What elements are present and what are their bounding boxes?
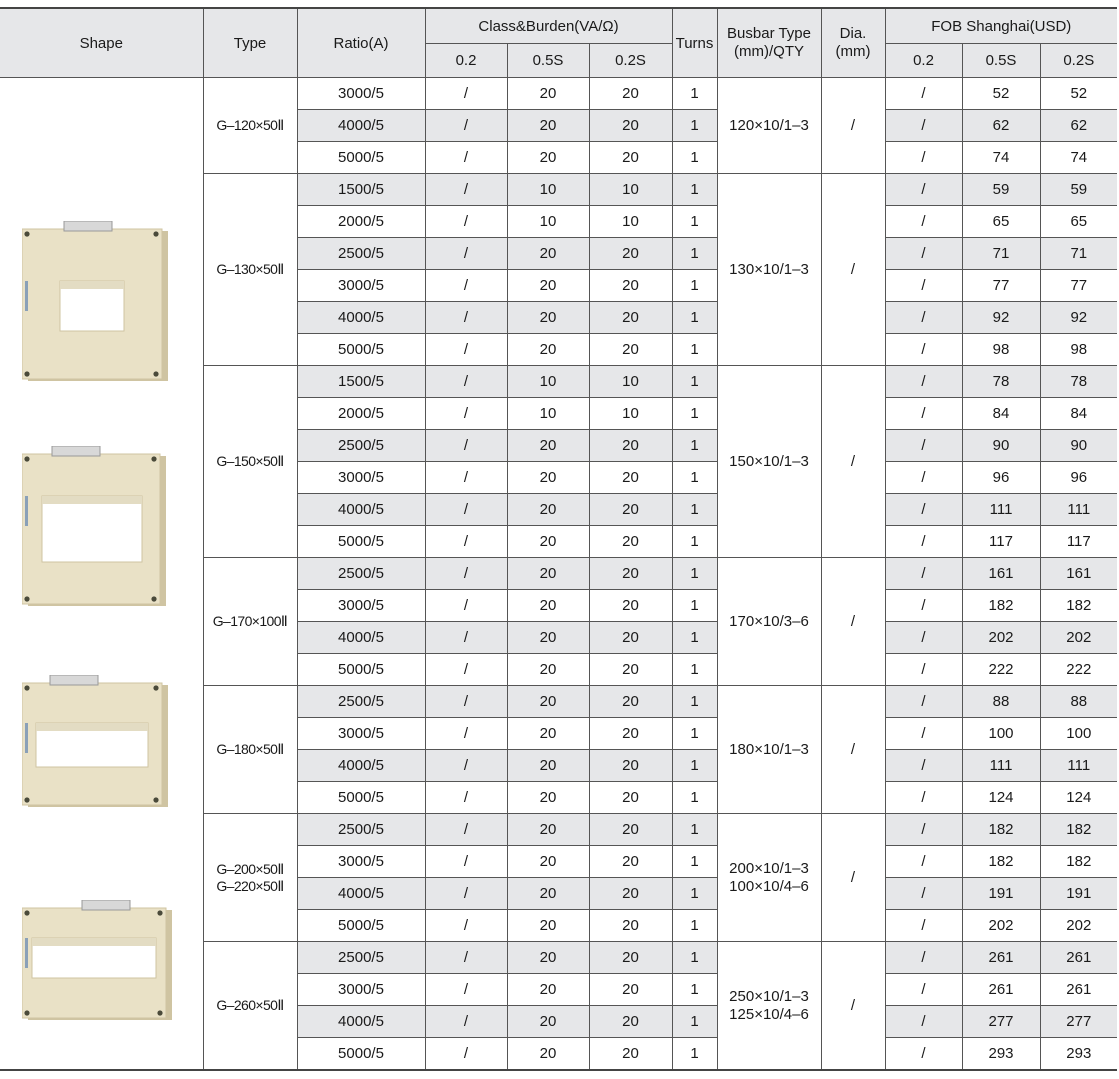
burden-cell: 10 (507, 398, 589, 430)
header-fob-0.5s: 0.5S (962, 44, 1040, 78)
busbar-cell: 120×10/1–3 (717, 78, 821, 174)
ratio-cell: 3000/5 (297, 270, 425, 302)
ratio-cell: 3000/5 (297, 78, 425, 110)
ratio-cell: 3000/5 (297, 718, 425, 750)
shape-column (0, 78, 203, 1071)
price-cell: / (885, 878, 962, 910)
price-cell: 92 (1040, 302, 1117, 334)
price-cell: 59 (1040, 174, 1117, 206)
price-cell: / (885, 814, 962, 846)
price-cell: 277 (1040, 1006, 1117, 1038)
burden-cell: 20 (507, 622, 589, 654)
price-cell: / (885, 462, 962, 494)
ratio-cell: 4000/5 (297, 878, 425, 910)
burden-cell: 20 (507, 78, 589, 110)
price-cell: 202 (962, 622, 1040, 654)
burden-cell: 10 (589, 366, 672, 398)
ratio-cell: 3000/5 (297, 462, 425, 494)
ratio-cell: 4000/5 (297, 494, 425, 526)
burden-cell: / (425, 206, 507, 238)
burden-cell: 10 (507, 366, 589, 398)
price-cell: 182 (962, 814, 1040, 846)
dia-cell: / (821, 174, 885, 366)
price-cell: 65 (962, 206, 1040, 238)
burden-cell: / (425, 430, 507, 462)
price-cell: 111 (962, 750, 1040, 782)
burden-cell: 20 (589, 558, 672, 590)
burden-cell: 20 (589, 814, 672, 846)
turns-cell: 1 (672, 462, 717, 494)
price-cell: 84 (962, 398, 1040, 430)
turns-cell: 1 (672, 302, 717, 334)
burden-cell: / (425, 814, 507, 846)
price-cell: 261 (1040, 942, 1117, 974)
burden-cell: 20 (507, 334, 589, 366)
turns-cell: 1 (672, 430, 717, 462)
burden-cell: / (425, 846, 507, 878)
price-cell: 111 (962, 494, 1040, 526)
price-cell: / (885, 78, 962, 110)
price-cell: 52 (1040, 78, 1117, 110)
burden-cell: 20 (507, 110, 589, 142)
burden-cell: 20 (507, 302, 589, 334)
price-cell: / (885, 558, 962, 590)
turns-cell: 1 (672, 654, 717, 686)
header-type: Type (203, 8, 297, 78)
price-cell: 96 (962, 462, 1040, 494)
ratio-cell: 5000/5 (297, 526, 425, 558)
busbar-cell: 150×10/1–3 (717, 366, 821, 558)
price-cell: 74 (1040, 142, 1117, 174)
table-row (0, 78, 1117, 110)
burden-cell: 20 (589, 1006, 672, 1038)
turns-cell: 1 (672, 1006, 717, 1038)
ratio-cell: 5000/5 (297, 910, 425, 942)
burden-cell: 20 (589, 110, 672, 142)
burden-cell: 20 (589, 78, 672, 110)
burden-cell: 10 (589, 174, 672, 206)
price-cell: 117 (962, 526, 1040, 558)
burden-cell: 20 (589, 590, 672, 622)
burden-cell: 20 (507, 782, 589, 814)
price-cell: 90 (962, 430, 1040, 462)
burden-cell: 20 (507, 590, 589, 622)
header-turns: Turns (672, 8, 717, 78)
price-cell: 77 (1040, 270, 1117, 302)
ratio-cell: 1500/5 (297, 174, 425, 206)
busbar-cell: 170×10/3–6 (717, 558, 821, 686)
header-fob: FOB Shanghai(USD) (885, 8, 1117, 44)
price-cell: 182 (962, 590, 1040, 622)
burden-cell: / (425, 782, 507, 814)
price-cell: / (885, 622, 962, 654)
price-cell: 161 (962, 558, 1040, 590)
price-cell: / (885, 302, 962, 334)
burden-cell: 10 (507, 206, 589, 238)
turns-cell: 1 (672, 942, 717, 974)
turns-cell: 1 (672, 622, 717, 654)
burden-cell: 20 (507, 526, 589, 558)
ratio-cell: 4000/5 (297, 1006, 425, 1038)
burden-cell: 20 (589, 334, 672, 366)
burden-cell: 20 (589, 238, 672, 270)
dia-cell: / (821, 942, 885, 1071)
turns-cell: 1 (672, 750, 717, 782)
price-cell: 222 (1040, 654, 1117, 686)
price-cell: 59 (962, 174, 1040, 206)
burden-cell: 20 (507, 462, 589, 494)
price-cell: 124 (1040, 782, 1117, 814)
price-cell: / (885, 142, 962, 174)
header-class-0.5s: 0.5S (507, 44, 589, 78)
burden-cell: 20 (589, 462, 672, 494)
price-cell: 182 (1040, 814, 1117, 846)
turns-cell: 1 (672, 782, 717, 814)
spec-price-table (0, 7, 1117, 1071)
price-cell: / (885, 1006, 962, 1038)
burden-cell: / (425, 238, 507, 270)
burden-cell: 10 (589, 398, 672, 430)
price-cell: 100 (1040, 718, 1117, 750)
price-cell: / (885, 494, 962, 526)
burden-cell: 20 (507, 910, 589, 942)
price-cell: 111 (1040, 494, 1117, 526)
type-cell: G–120×50Ⅱ (203, 78, 297, 174)
busbar-cell: 250×10/1–3 125×10/4–6 (717, 942, 821, 1071)
burden-cell: 20 (507, 750, 589, 782)
burden-cell: 20 (589, 270, 672, 302)
price-cell: 100 (962, 718, 1040, 750)
ratio-cell: 5000/5 (297, 1038, 425, 1071)
turns-cell: 1 (672, 878, 717, 910)
burden-cell: 20 (507, 238, 589, 270)
turns-cell: 1 (672, 974, 717, 1006)
turns-cell: 1 (672, 334, 717, 366)
price-cell: / (885, 526, 962, 558)
price-cell: 117 (1040, 526, 1117, 558)
burden-cell: 20 (507, 1038, 589, 1071)
burden-cell: / (425, 878, 507, 910)
price-cell: 182 (1040, 846, 1117, 878)
burden-cell: 20 (589, 526, 672, 558)
burden-cell: / (425, 1038, 507, 1071)
burden-cell: / (425, 270, 507, 302)
turns-cell: 1 (672, 686, 717, 718)
type-cell: G–200×50Ⅱ G–220×50Ⅱ (203, 814, 297, 942)
price-cell: 222 (962, 654, 1040, 686)
price-cell: / (885, 270, 962, 302)
ct-photo-4 (22, 900, 178, 1024)
turns-cell: 1 (672, 238, 717, 270)
ratio-cell: 4000/5 (297, 622, 425, 654)
burden-cell: 20 (507, 142, 589, 174)
header-shape: Shape (0, 8, 203, 78)
price-cell: 202 (1040, 622, 1117, 654)
price-cell: 62 (962, 110, 1040, 142)
ratio-cell: 5000/5 (297, 142, 425, 174)
turns-cell: 1 (672, 398, 717, 430)
burden-cell: 20 (589, 942, 672, 974)
burden-cell: 20 (589, 878, 672, 910)
price-cell: 88 (1040, 686, 1117, 718)
header-dia: Dia. (mm) (821, 8, 885, 78)
ratio-cell: 3000/5 (297, 590, 425, 622)
type-cell: G–150×50Ⅱ (203, 366, 297, 558)
price-cell: 202 (962, 910, 1040, 942)
price-cell: / (885, 1038, 962, 1071)
dia-cell: / (821, 366, 885, 558)
turns-cell: 1 (672, 270, 717, 302)
price-cell: / (885, 910, 962, 942)
burden-cell: / (425, 1006, 507, 1038)
price-cell: 277 (962, 1006, 1040, 1038)
burden-cell: / (425, 686, 507, 718)
burden-cell: 20 (589, 1038, 672, 1071)
price-cell: 191 (962, 878, 1040, 910)
price-cell: / (885, 366, 962, 398)
ratio-cell: 3000/5 (297, 846, 425, 878)
price-cell: 90 (1040, 430, 1117, 462)
price-cell: / (885, 110, 962, 142)
ratio-cell: 3000/5 (297, 974, 425, 1006)
burden-cell: 20 (589, 654, 672, 686)
turns-cell: 1 (672, 78, 717, 110)
price-cell: / (885, 430, 962, 462)
burden-cell: 20 (589, 142, 672, 174)
price-cell: 293 (1040, 1038, 1117, 1071)
burden-cell: 10 (507, 174, 589, 206)
ratio-cell: 2500/5 (297, 430, 425, 462)
header-busbar: Busbar Type (mm)/QTY (717, 8, 821, 78)
burden-cell: / (425, 398, 507, 430)
header-fob-0.2: 0.2 (885, 44, 962, 78)
price-cell: 261 (962, 942, 1040, 974)
burden-cell: / (425, 526, 507, 558)
type-cell: G–180×50Ⅱ (203, 686, 297, 814)
dia-cell: / (821, 814, 885, 942)
current-transformer-photo (22, 675, 174, 811)
burden-cell: / (425, 654, 507, 686)
price-cell: 182 (962, 846, 1040, 878)
price-cell: 293 (962, 1038, 1040, 1071)
price-cell: 161 (1040, 558, 1117, 590)
ratio-cell: 2000/5 (297, 206, 425, 238)
burden-cell: 20 (589, 302, 672, 334)
price-cell: / (885, 782, 962, 814)
ratio-cell: 4000/5 (297, 302, 425, 334)
turns-cell: 1 (672, 174, 717, 206)
burden-cell: / (425, 750, 507, 782)
burden-cell: / (425, 110, 507, 142)
price-cell: / (885, 174, 962, 206)
burden-cell: / (425, 334, 507, 366)
header-class-0.2: 0.2 (425, 44, 507, 78)
dia-cell: / (821, 78, 885, 174)
ct-photo-1 (22, 221, 174, 385)
price-cell: 98 (1040, 334, 1117, 366)
burden-cell: / (425, 622, 507, 654)
price-cell: 78 (962, 366, 1040, 398)
price-cell: 261 (1040, 974, 1117, 1006)
price-cell: / (885, 718, 962, 750)
turns-cell: 1 (672, 846, 717, 878)
burden-cell: 20 (589, 686, 672, 718)
price-cell: 111 (1040, 750, 1117, 782)
busbar-cell: 180×10/1–3 (717, 686, 821, 814)
burden-cell: / (425, 974, 507, 1006)
burden-cell: 20 (589, 910, 672, 942)
price-cell: 65 (1040, 206, 1117, 238)
price-cell: 84 (1040, 398, 1117, 430)
price-cell: / (885, 238, 962, 270)
turns-cell: 1 (672, 526, 717, 558)
burden-cell: / (425, 174, 507, 206)
burden-cell: 20 (589, 846, 672, 878)
price-cell: / (885, 334, 962, 366)
burden-cell: 20 (589, 750, 672, 782)
burden-cell: / (425, 718, 507, 750)
ratio-cell: 2500/5 (297, 686, 425, 718)
burden-cell: / (425, 366, 507, 398)
price-cell: 202 (1040, 910, 1117, 942)
burden-cell: 20 (589, 494, 672, 526)
ratio-cell: 2500/5 (297, 814, 425, 846)
burden-cell: / (425, 142, 507, 174)
price-cell: 77 (962, 270, 1040, 302)
type-cell: G–130×50Ⅱ (203, 174, 297, 366)
price-cell: 182 (1040, 590, 1117, 622)
price-cell: 74 (962, 142, 1040, 174)
turns-cell: 1 (672, 366, 717, 398)
burden-cell: 20 (507, 494, 589, 526)
ratio-cell: 4000/5 (297, 110, 425, 142)
burden-cell: / (425, 462, 507, 494)
dia-cell: / (821, 558, 885, 686)
price-cell: / (885, 654, 962, 686)
turns-cell: 1 (672, 590, 717, 622)
turns-cell: 1 (672, 206, 717, 238)
burden-cell: / (425, 558, 507, 590)
header-class-burden: Class&Burden(VA/Ω) (425, 8, 672, 44)
turns-cell: 1 (672, 1038, 717, 1071)
burden-cell: 20 (507, 1006, 589, 1038)
price-cell: / (885, 398, 962, 430)
ct-photo-2 (22, 446, 172, 610)
price-cell: 78 (1040, 366, 1117, 398)
price-cell: / (885, 206, 962, 238)
burden-cell: 20 (507, 846, 589, 878)
burden-cell: 20 (507, 974, 589, 1006)
burden-cell: / (425, 302, 507, 334)
burden-cell: / (425, 590, 507, 622)
header-fob-0.2s: 0.2S (1040, 44, 1117, 78)
burden-cell: 20 (507, 718, 589, 750)
current-transformer-photo (22, 221, 174, 385)
type-cell: G–170×100Ⅱ (203, 558, 297, 686)
price-cell: 124 (962, 782, 1040, 814)
price-cell: 92 (962, 302, 1040, 334)
price-cell: 96 (1040, 462, 1117, 494)
price-cell: / (885, 750, 962, 782)
price-cell: / (885, 974, 962, 1006)
burden-cell: 20 (589, 430, 672, 462)
ratio-cell: 2500/5 (297, 238, 425, 270)
current-transformer-photo (22, 446, 172, 610)
burden-cell: / (425, 910, 507, 942)
price-cell: 52 (962, 78, 1040, 110)
turns-cell: 1 (672, 110, 717, 142)
header-class-0.2s: 0.2S (589, 44, 672, 78)
price-cell: 98 (962, 334, 1040, 366)
burden-cell: 20 (507, 654, 589, 686)
ratio-cell: 4000/5 (297, 750, 425, 782)
ratio-cell: 1500/5 (297, 366, 425, 398)
ratio-cell: 2500/5 (297, 558, 425, 590)
ratio-cell: 5000/5 (297, 654, 425, 686)
burden-cell: / (425, 494, 507, 526)
burden-cell: 20 (507, 942, 589, 974)
burden-cell: / (425, 942, 507, 974)
burden-cell: 20 (589, 974, 672, 1006)
burden-cell: 20 (507, 686, 589, 718)
busbar-cell: 130×10/1–3 (717, 174, 821, 366)
turns-cell: 1 (672, 494, 717, 526)
turns-cell: 1 (672, 910, 717, 942)
ratio-cell: 2000/5 (297, 398, 425, 430)
price-cell: / (885, 686, 962, 718)
burden-cell: 20 (507, 814, 589, 846)
burden-cell: 20 (589, 782, 672, 814)
price-cell: 71 (1040, 238, 1117, 270)
price-cell: 71 (962, 238, 1040, 270)
burden-cell: 20 (589, 718, 672, 750)
header-ratio: Ratio(A) (297, 8, 425, 78)
price-cell: 88 (962, 686, 1040, 718)
burden-cell: 20 (507, 878, 589, 910)
price-cell: 261 (962, 974, 1040, 1006)
current-transformer-photo (22, 900, 178, 1024)
turns-cell: 1 (672, 142, 717, 174)
type-cell: G–260×50Ⅱ (203, 942, 297, 1071)
burden-cell: / (425, 78, 507, 110)
busbar-cell: 200×10/1–3 100×10/4–6 (717, 814, 821, 942)
turns-cell: 1 (672, 558, 717, 590)
turns-cell: 1 (672, 718, 717, 750)
ratio-cell: 5000/5 (297, 782, 425, 814)
burden-cell: 20 (507, 558, 589, 590)
ct-photo-3 (22, 675, 174, 811)
price-cell: / (885, 942, 962, 974)
ratio-cell: 2500/5 (297, 942, 425, 974)
burden-cell: 20 (507, 270, 589, 302)
dia-cell: / (821, 686, 885, 814)
burden-cell: 10 (589, 206, 672, 238)
price-cell: 191 (1040, 878, 1117, 910)
ratio-cell: 5000/5 (297, 334, 425, 366)
price-cell: 62 (1040, 110, 1117, 142)
price-cell: / (885, 846, 962, 878)
burden-cell: 20 (507, 430, 589, 462)
turns-cell: 1 (672, 814, 717, 846)
price-cell: / (885, 590, 962, 622)
burden-cell: 20 (589, 622, 672, 654)
